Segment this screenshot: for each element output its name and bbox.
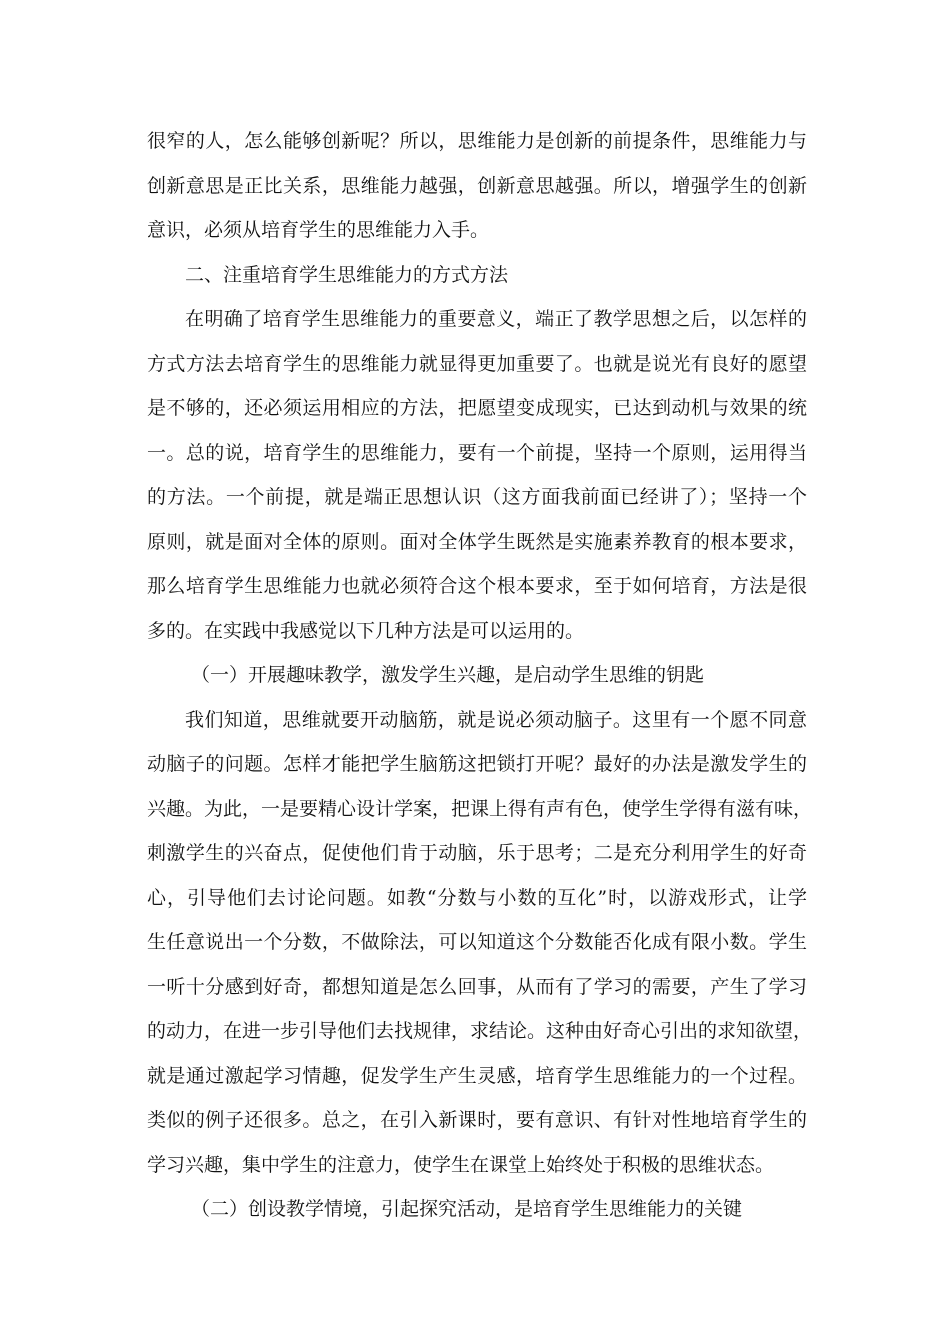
text-line: 类似的例子还很多。总之，在引入新课时，要有意识、有针对性地培育学生的 xyxy=(147,1109,807,1131)
section-heading: 二、注重培育学生思维能力的方式方法 xyxy=(185,263,509,286)
text-line: 很窄的人，怎么能够创新呢？所以，思维能力是创新的前提条件，思维能力与 xyxy=(147,130,807,152)
text-line: 我们知道，思维就要开动脑筋，就是说必须动脑子。这里有一个愿不同意 xyxy=(185,708,807,731)
text-line: 兴趣。为此，一是要精心设计学案，把课上得有声有色，使学生学得有滋有味， xyxy=(147,797,813,820)
text-line: 多的。在实践中我感觉以下几种方法是可以运用的。 xyxy=(147,619,585,642)
section-heading: （一）开展趣味教学，激发学生兴趣，是启动学生思维的钥匙 xyxy=(191,664,705,686)
text-line: 原则，就是面对全体的原则。面对全体学生既然是实施素养教育的根本要求， xyxy=(147,530,807,553)
text-line: 是不够的，还必须运用相应的方法，把愿望变成现实，已达到动机与效果的统 xyxy=(147,397,807,419)
text-line: 方式方法去培育学生的思维能力就显得更加重要了。也就是说光有良好的愿望 xyxy=(147,352,807,375)
text-line: 的方法。一个前提，就是端正思想认识（这方面我前面已经讲了）；坚持一个 xyxy=(147,486,807,508)
text-line: 那么培育学生思维能力也就必须符合这个根本要求，至于如何培育，方法是很 xyxy=(147,575,807,597)
text-line: 的动力，在进一步引导他们去找规律，求结论。这种由好奇心引出的求知欲望， xyxy=(147,1020,813,1042)
text-line: 学习兴趣，集中学生的注意力，使学生在课堂上始终处于积极的思维状态。 xyxy=(147,1153,775,1176)
text-line: 生任意说出一个分数，不做除法，可以知道这个分数能否化成有限小数。学生 xyxy=(147,931,807,953)
text-line: 意识，必须从培育学生的思维能力入手。 xyxy=(147,219,490,241)
text-line: 创新意思是正比关系，思维能力越强，创新意思越强。所以，增强学生的创新 xyxy=(147,174,807,197)
text-line: 就是通过激起学习情趣，促发学生产生灵感，培育学生思维能力的一个过程。 xyxy=(147,1064,807,1087)
text-line: 一。总的说，培育学生的思维能力，要有一个前提，坚持一个原则，运用得当 xyxy=(147,441,807,464)
document-body xyxy=(147,119,813,1232)
text-line: 一听十分感到好奇，都想知道是怎么回事，从而有了学习的需要，产生了学习 xyxy=(147,975,807,998)
text-line: 动脑子的问题。怎样才能把学生脑筋这把锁打开呢？最好的办法是激发学生的 xyxy=(147,753,807,775)
text-line: 心，引导他们去讨论问题。如教“分数与小数的互化”时，以游戏形式，让学 xyxy=(147,886,807,909)
text-line: 刺激学生的兴奋点，促使他们肯于动脑，乐于思考；二是充分利用学生的好奇 xyxy=(147,842,807,864)
section-heading: （二）创设教学情境，引起探究活动，是培育学生思维能力的关键 xyxy=(191,1198,743,1220)
text-line: 在明确了培育学生思维能力的重要意义，端正了教学思想之后，以怎样的 xyxy=(185,308,807,330)
